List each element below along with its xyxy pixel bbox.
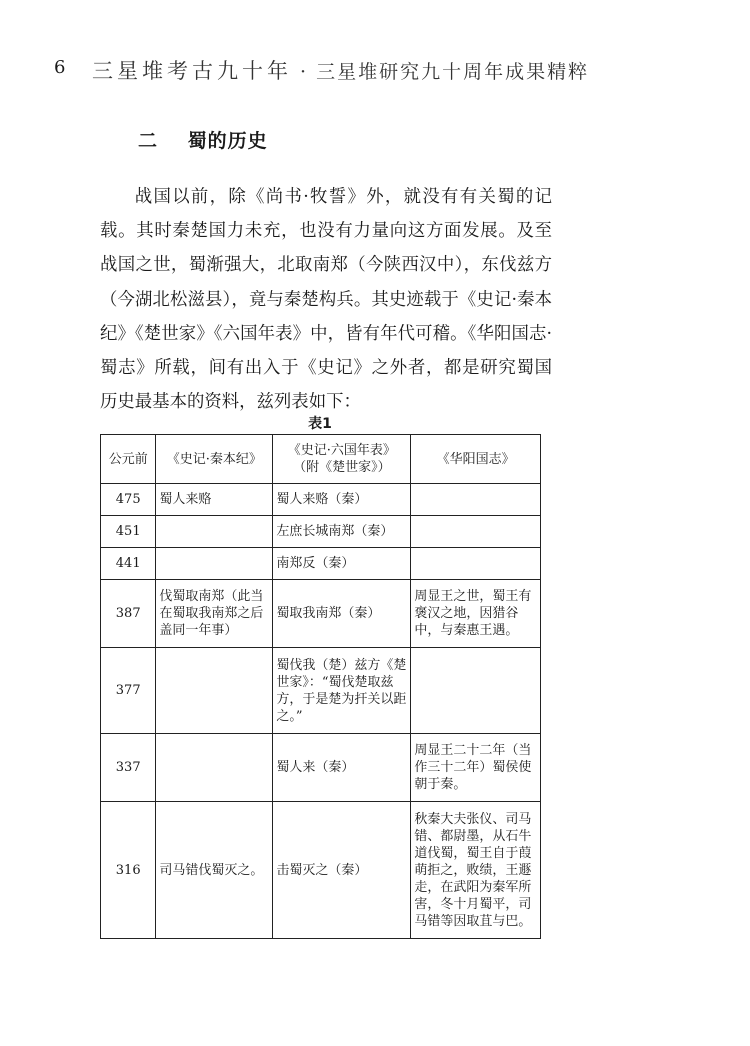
cell-year: 475 xyxy=(101,484,156,516)
cell-shiji: 司马错伐蜀灭之。 xyxy=(156,802,273,939)
cell-shiji: 伐蜀取南郑（此当在蜀取我南郑之后盖同一年事） xyxy=(156,580,273,648)
table-caption: 表1 xyxy=(308,416,332,432)
table-row xyxy=(101,734,541,802)
cell-huayang: 秋秦大夫张仪、司马错、都尉墨，从石牛道伐蜀，蜀王自于葭萌拒之，败绩，王遯走，在武阳为秦军所害，冬十月蜀平，司马错等因取苴与巴。 xyxy=(411,802,541,939)
section-title: 蜀的历史 xyxy=(187,130,268,152)
cell-liuguo: 蜀伐我（楚）兹方《楚世家》：“蜀伐楚取兹方，于是楚为扞关以距之。” xyxy=(273,648,411,734)
header-liuguo xyxy=(273,435,411,484)
body-text xyxy=(100,180,552,419)
table-row xyxy=(101,484,541,516)
header-separator: · xyxy=(300,61,309,83)
cell-year: 441 xyxy=(101,548,156,580)
cell-liuguo: 左庶长城南郑（秦） xyxy=(273,516,411,548)
header-liuguo-line2: （附《楚世家》） xyxy=(293,460,391,475)
header-year: 公元前 xyxy=(101,435,156,484)
header-liuguo-line1: 《史记·六国年表》 xyxy=(287,443,396,458)
cell-liuguo: 蜀人来赂（秦） xyxy=(273,484,411,516)
table-row xyxy=(101,548,541,580)
cell-huayang: 周显王二十二年（当作三十二年）蜀侯使朝于秦。 xyxy=(411,734,541,802)
running-header xyxy=(92,55,589,85)
cell-shiji: 蜀人来赂 xyxy=(156,484,273,516)
cell-shiji xyxy=(156,548,273,580)
cell-liuguo: 蜀取我南郑（秦） xyxy=(273,580,411,648)
table-header-row xyxy=(101,435,541,484)
cell-year: 316 xyxy=(101,802,156,939)
cell-huayang xyxy=(411,648,541,734)
table-row xyxy=(101,516,541,548)
cell-year: 451 xyxy=(101,516,156,548)
cell-year: 337 xyxy=(101,734,156,802)
header-subtitle: 三星堆研究九十周年成果精粹 xyxy=(316,61,590,83)
section-heading xyxy=(138,126,268,153)
cell-huayang xyxy=(411,516,541,548)
cell-shiji xyxy=(156,516,273,548)
history-table xyxy=(100,434,541,939)
cell-shiji xyxy=(156,648,273,734)
header-brand: 三星堆考古九十年 xyxy=(92,59,292,83)
body-paragraph: 战国以前，除《尚书·牧誓》外，就没有有关蜀的记载。其时秦楚国力未充，也没有力量向这方面发展。及至战国之世，蜀渐强大，北取南郑（今陕西汉中），东伐兹方（今湖北松滋县），竟与秦楚构兵。其史迹载于《史记·秦本纪》《楚世家》《六国年表》中，皆有年代可稽。《华阳国志·蜀志》所载，间有出入于《史记》之外者，都是研究蜀国历史最基本的资料，兹列表如下： xyxy=(100,187,552,413)
cell-liuguo: 蜀人来（秦） xyxy=(273,734,411,802)
table-row xyxy=(101,802,541,939)
cell-huayang xyxy=(411,484,541,516)
cell-year: 377 xyxy=(101,648,156,734)
cell-huayang xyxy=(411,548,541,580)
cell-year: 387 xyxy=(101,580,156,648)
header-shiji: 《史记·秦本纪》 xyxy=(156,435,273,484)
cell-liuguo: 击蜀灭之（秦） xyxy=(273,802,411,939)
page-number: 6 xyxy=(54,57,66,78)
table-row xyxy=(101,648,541,734)
header-huayang: 《华阳国志》 xyxy=(411,435,541,484)
section-number: 二 xyxy=(138,130,159,152)
table-row xyxy=(101,580,541,648)
cell-liuguo: 南郑反（秦） xyxy=(273,548,411,580)
cell-shiji xyxy=(156,734,273,802)
cell-huayang: 周显王之世，蜀王有褒汉之地，因猎谷中，与秦惠王遇。 xyxy=(411,580,541,648)
